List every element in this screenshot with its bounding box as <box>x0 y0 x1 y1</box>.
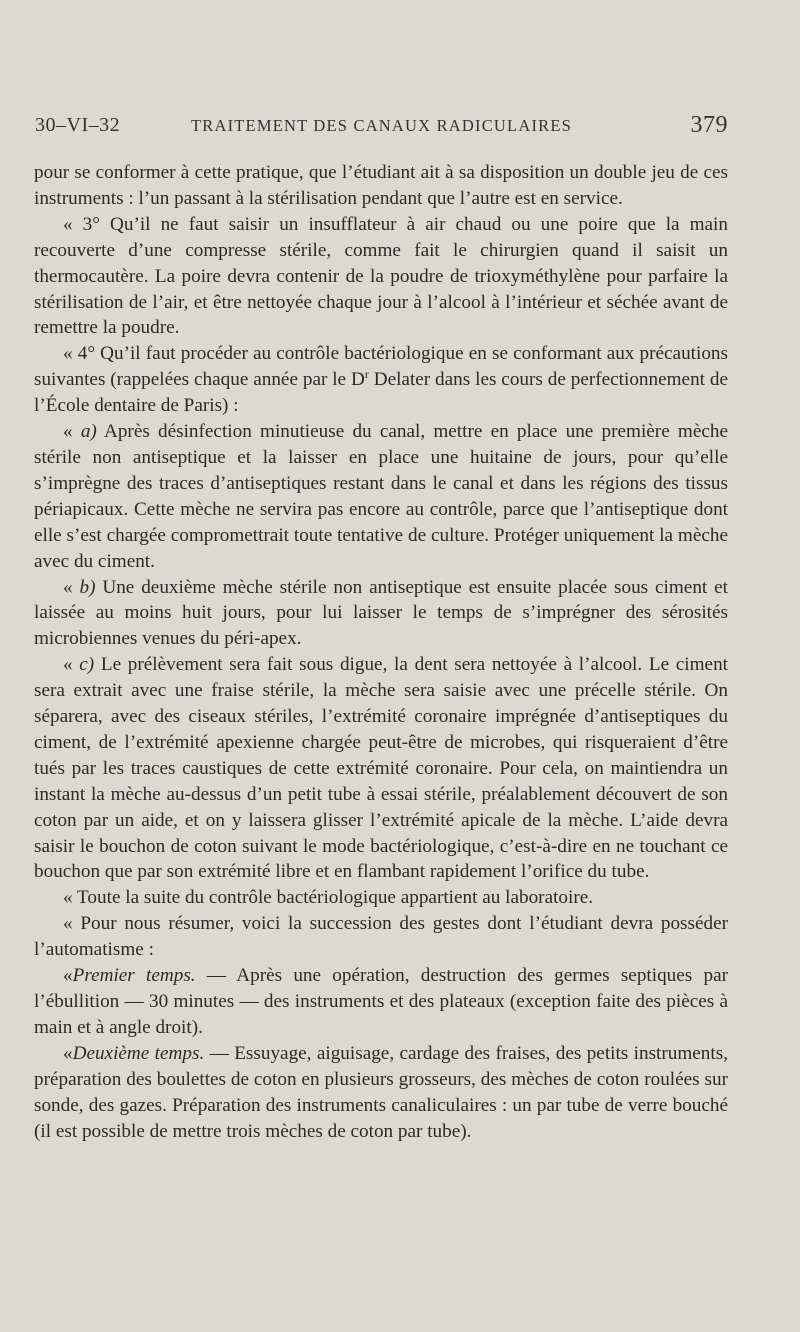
paragraph-10-lead: « <box>63 1042 73 1064</box>
paragraph-7 <box>34 885 728 911</box>
paragraph-4-lead: « <box>63 421 81 443</box>
paragraph-5-text: Une deuxième mèche stérile non antiseptique est ensuite placée sous ciment et laissée au moins huit jours, pour lui laisser le temps de s’imprégner des sérosités microbiennes venues du péri-apex. <box>34 576 728 650</box>
paragraph-3-text-end: Delater dans les cours de perfectionnement de l’École dentaire de Paris) : <box>34 369 728 417</box>
paragraph-8 <box>34 911 728 963</box>
paragraph-3-lead: « 4° <box>63 343 101 365</box>
paragraph-2 <box>34 212 728 342</box>
paragraph-10-italic-lead: Deuxième temps. <box>72 1042 205 1064</box>
paragraph-3 <box>34 341 728 419</box>
paragraph-10-text: — Essuyage, aiguisage, cardage des fraises, des petits instruments, préparation des boulettes de coton en plusieurs grosseurs, des mèches de coton roulées sur sonde, des gazes. Préparation des instruments canaliculaires : un par tube de verre bouché (il est possible de mettre trois mèches de coton par tube). <box>34 1042 728 1142</box>
paragraph-5-italic-lead: b) <box>79 576 96 598</box>
paragraph-8-text: Pour nous résumer, voici la succession des gestes dont l’étudiant devra posséder l’automatisme : <box>34 913 729 961</box>
running-date: 30–VI–32 <box>35 114 121 136</box>
paragraph-4 <box>34 419 728 574</box>
paragraph-8-lead: « <box>63 913 81 935</box>
paragraph-9 <box>34 963 728 1041</box>
paragraph-9-lead: « <box>63 965 73 987</box>
paragraph-6-lead: « <box>63 654 80 676</box>
paragraph-9-italic-lead: Premier temps. <box>72 965 196 987</box>
paragraph-9-text: — Après une opération, destruction des germes septiques par l’ébullition — 30 minutes — des instruments et des plateaux (exception faite des pièces à main et à angle droit). <box>34 965 729 1038</box>
paragraph-1-text: pour se conformer à cette pratique, que l’étudiant ait à sa disposition un double jeu de ces instruments : l’un passant à la stérilisation pendant que l’autre est en service. <box>34 162 728 209</box>
paragraph-5-lead: « <box>63 576 80 598</box>
running-title: TRAITEMENT DES CANAUX RADICULAIRES <box>190 116 573 135</box>
paragraph-4-italic-lead: a) <box>80 421 97 443</box>
paragraph-7-lead: « <box>63 887 78 909</box>
paragraph-6-text: Le prélèvement sera fait sous digue, la dent sera nettoyée à l’alcool. Le ciment sera extrait avec une fraise stérile, la mèche sera saisie avec une précelle stérile. On séparera, avec des ciseaux stériles, l’extrémité coronaire imprégnée d’antiseptiques du ciment, de l’extrémité apexienne chargée peut-être de microbes, qui risqueraient d’être tués par les traces caustiques de cette extrémité coronaire. Pour cela, on maintiendra un instant la mèche au-dessus d’un petit tube à essai stérile, préalablement découvert de son coton par un aide, et on y laissera glisser l’extrémité apicale de la mèche. L’aide devra saisir le bouchon de coton suivant le mode bactériologique, c’est-à-dire en ne touchant ce bouchon que par son extrémité libre et en flambant rapidement l’orifice du tube. <box>34 654 728 883</box>
paragraph-1 <box>34 160 728 212</box>
paragraph-2-lead: « 3° <box>63 213 110 235</box>
paragraph-2-text: Qu’il ne faut saisir un insufflateur à air chaud ou une poire que la main recouverte d’une compresse stérile, comme fait le chirurgien quand il saisit un thermocautère. La poire devra contenir de la poudre de trioxyméthylène pour parfaire la stérilisation de l’air, et être nettoyée chaque jour à l’alcool à l’intérieur et séchée avant de remettre la poudre. <box>34 213 728 339</box>
paragraph-4-text: Après désinfection minutieuse du canal, mettre en place une première mèche stérile non antiseptique et la laisser en place une huitaine de jours, pour qu’elle s’imprègne des traces d’antiseptiques restant dans le canal et dans les régions des tissus périapicaux. Cette mèche ne servira pas encore au contrôle, parce que l’antiseptique dont elle s’est chargée compromettrait toute tentative de culture. Protéger uniquement la mèche avec du ciment. <box>34 421 728 572</box>
paragraph-6 <box>34 652 728 885</box>
paragraph-6-italic-lead: c) <box>79 654 95 676</box>
paragraph-10 <box>34 1041 728 1145</box>
running-header <box>35 112 728 144</box>
paragraph-3-superscript: r <box>364 367 369 382</box>
paragraph-5 <box>34 575 728 653</box>
page-number: 379 <box>690 112 728 138</box>
paragraph-3-text: Qu’il faut procéder au contrôle bactériologique en se conformant aux précautions suivantes (rappelées chaque année par le D <box>34 343 728 391</box>
body-text <box>34 160 728 1144</box>
paragraph-7-text: Toute la suite du contrôle bactériologique appartient au laboratoire. <box>77 887 594 909</box>
